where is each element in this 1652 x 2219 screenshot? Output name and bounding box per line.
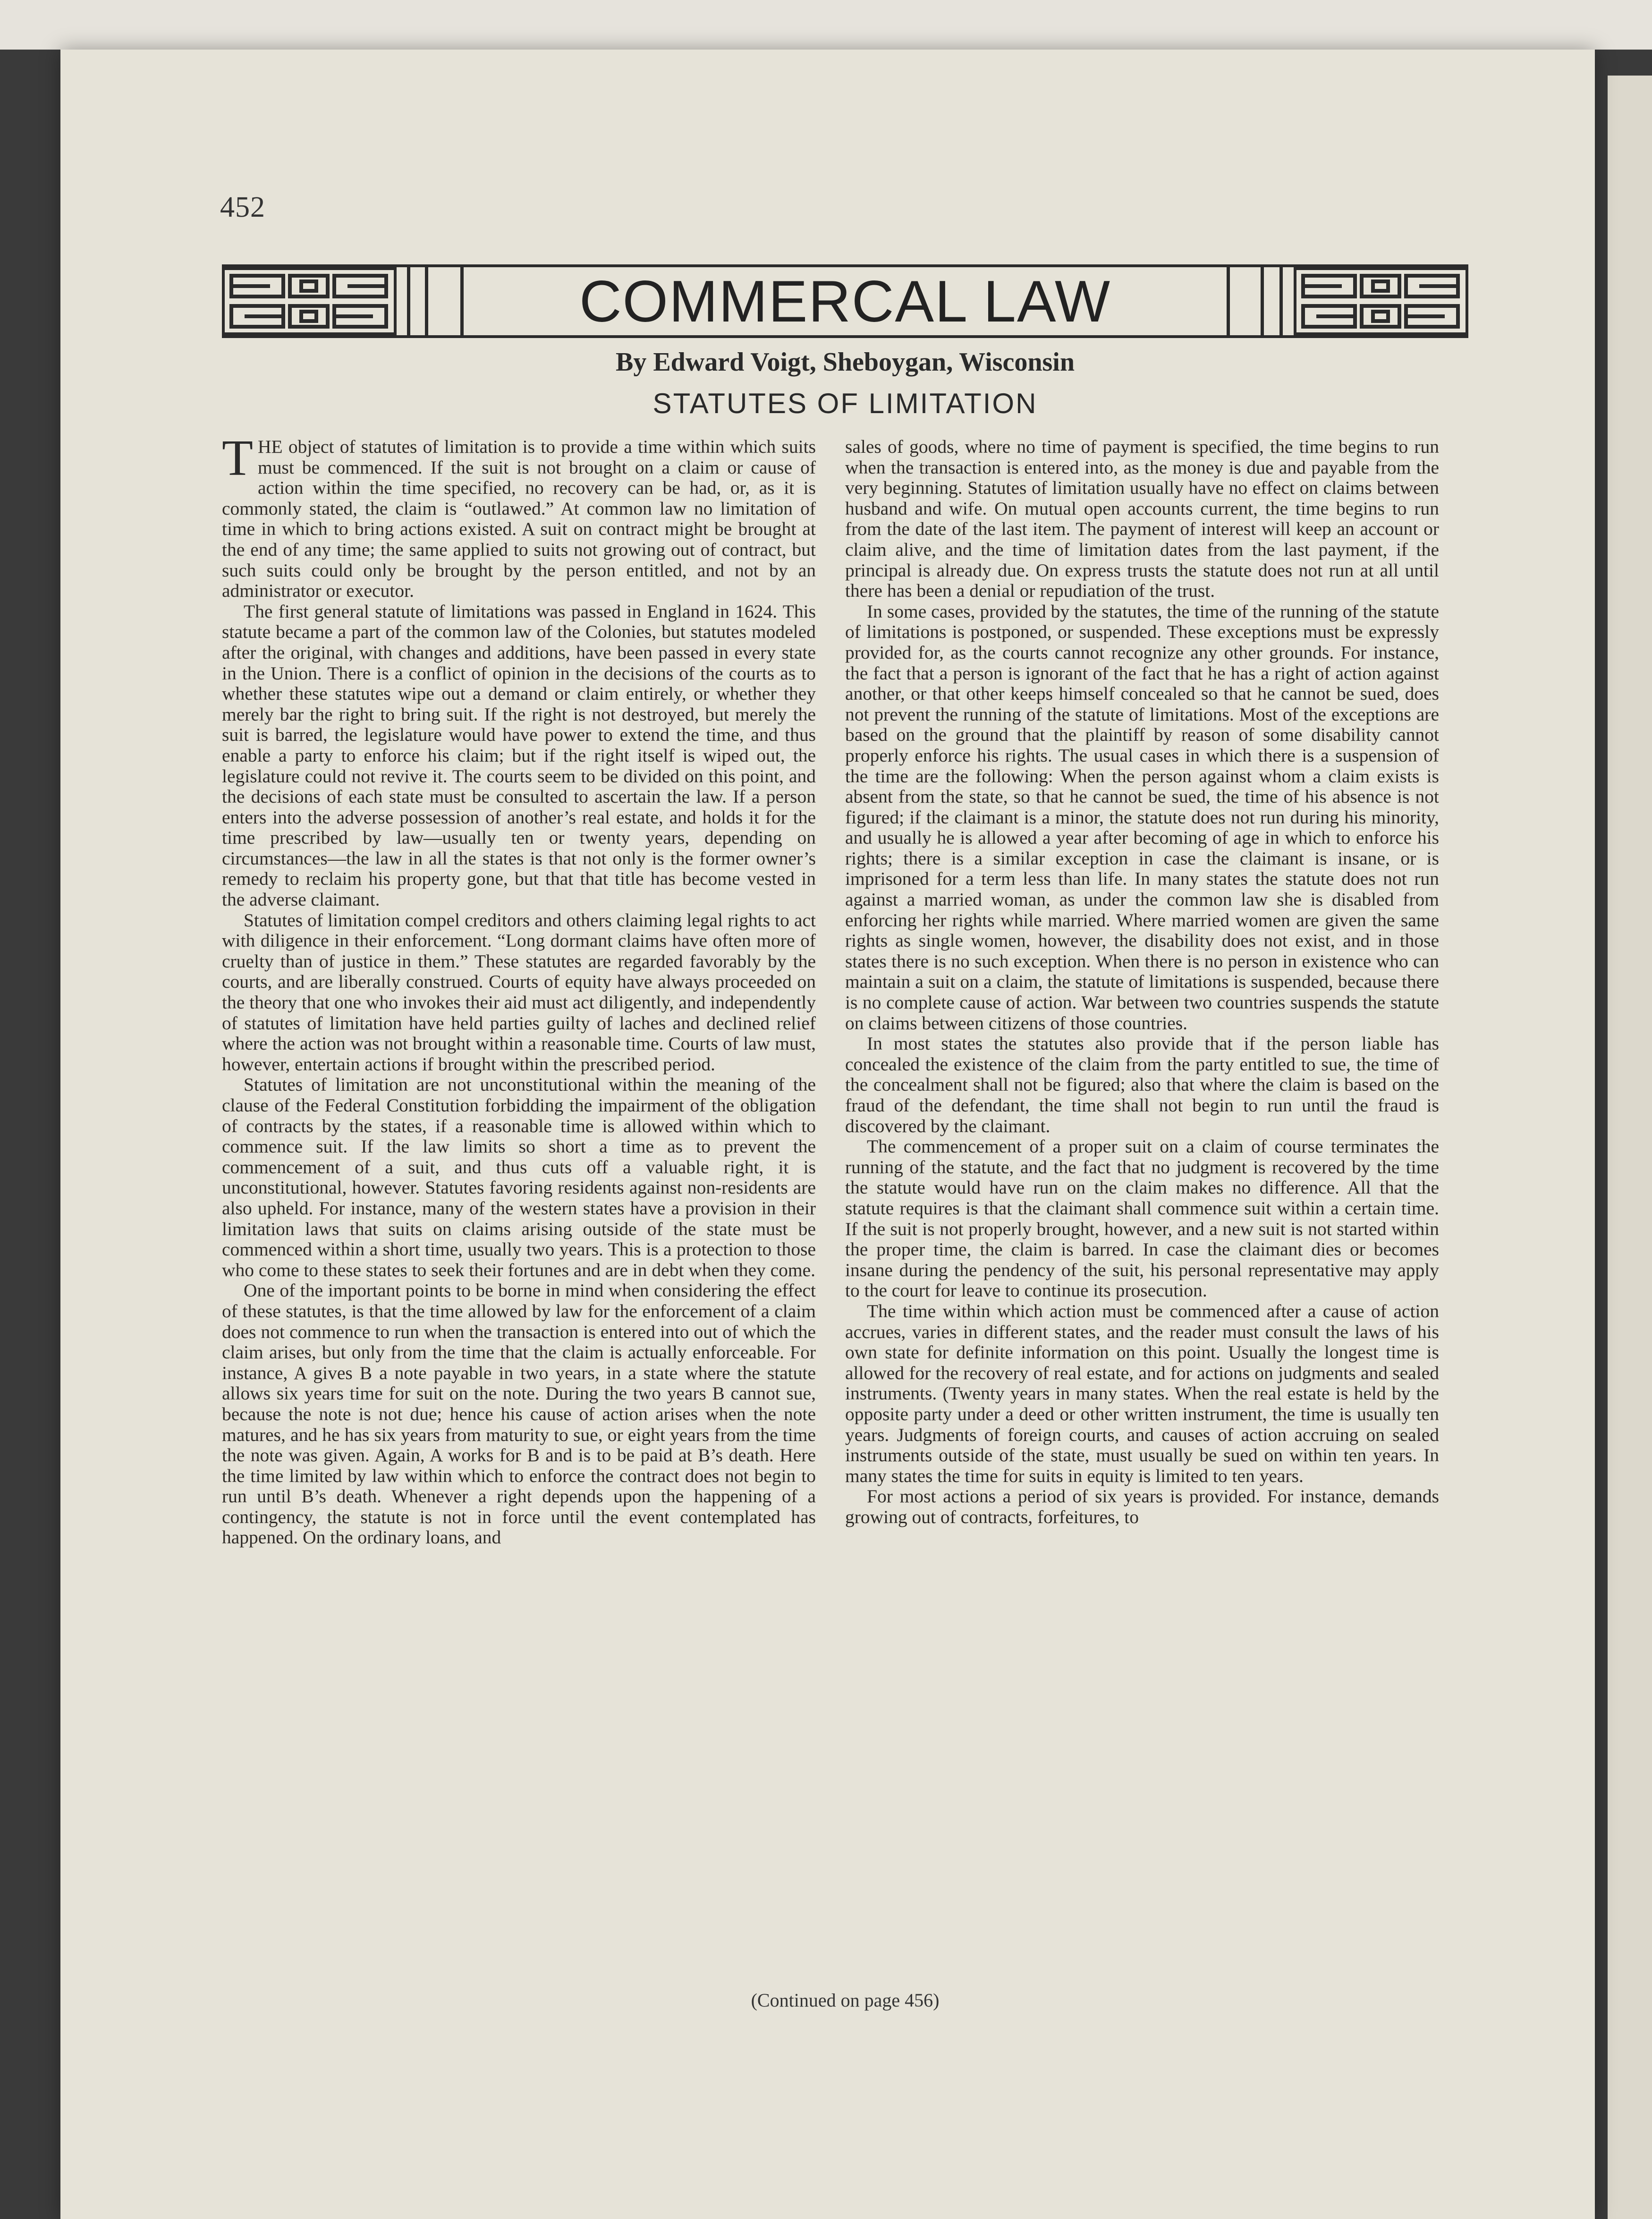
byline: By Edward Voigt, Sheboygan, Wisconsin	[615, 347, 1075, 377]
paragraph: The first general statute of limitations was passed in England in 1624. This statute became a part of the common law of the Colonies, but statutes modeled after the original, with changes and additions, have been passed in every state in the Union. There is a conflict of opinion in the decisions of the courts as to whether these statutes wipe out a demand or claim entirely, or whether they merely bar the right to bring suit. If the right is not destroyed, but merely the suit is barred, the legislature would have power to extend the time, and thus enable a party to enforce his claim; but if the right itself is wiped out, the legislature could not revive it. The courts seem to be divided on this point, and the decisions of each state must be consulted to ascertain the law. If a person enters into the adverse possession of another’s real estate, and holds it for the time prescribed by law—usually ten or twenty years, depending on circumstances—the law in all the states is that not only is the former owner’s remedy to reclaim his property gone, but that that title has become vested in the adverse claimant.	[222, 601, 816, 910]
header-divider	[425, 267, 428, 335]
paragraph: sales of goods, where no time of payment is specified, the time begins to run when the transaction is entered into, as the money is due and payable from the very beginning. Statutes of limitation usually have no effect on claims between husband and wife. On mutual open accounts current, the time begins to run from the date of the last item. The payment of interest will keep an account or claim alive, and the time of limitation dates from the last payment, if the principal is already due. On express trusts the statute does not run at all until there has been a denial or repudiation of the trust.	[845, 436, 1439, 601]
greek-key-ornament-right	[1294, 267, 1468, 335]
continued-note: (Continued on page 456)	[751, 1990, 940, 2011]
paragraph: In some cases, provided by the statutes, the time of the running of the statute of limitations is postponed, or suspended. These exceptions must be expressly provided for, as the courts cannot recognize any other grounds. For instance, the fact that a person is ignorant of the fact that he has a right of action against another, or that other keeps himself concealed so that he cannot be sued, does not prevent the running of the statute of limitations. Most of the exceptions are based on the ground that the plaintiff by reason of some disability cannot properly enforce his rights. The usual cases in which there is a suspension of the time are the following: When the person against whom a claim exists is absent from the state, so that he cannot be sued, the time of his absence is not figured; if the claimant is a minor, the statute does not run during his minority, and usually he is allowed a year after becoming of age in which to enforce his rights; there is a similar exception in case the claimant is insane, or is imprisoned for a term less than life. In many states the statute does not run against a married woman, as under the common law she is disabled from enforcing her rights while married. Where married women are given the same rights as single women, however, the disability does not exist, and in those states there is no such exception. When there is no person in existence who can maintain a suit on a claim, the statute of limitations is suspended, because there is no complete cause of action. War between two countries suspends the statute on claims between citizens of those countries.	[845, 601, 1439, 1033]
header-rule-bottom	[222, 335, 1468, 338]
header-divider	[460, 267, 464, 335]
paragraph: The time within which action must be commenced after a cause of action accrues, varies in different states, and the reader must consult the laws of his own state for definite information on this point. Usually the longest time is allowed for the recovery of real estate, and for actions on judgments and sealed instruments. (Twenty years in many states. When the real estate is held by the opposite party under a deed or other written instrument, the time is usually ten years. Judgments of foreign courts, and causes of action accruing on sealed instruments outside of the state, must usually be sued on within ten years. In many states the time for suits in equity is limited to ten years.	[845, 1300, 1439, 1486]
paragraph: In most states the statutes also provide that if the person liable has concealed the existence of the claim from the party entitled to sue, the time of the concealment shall not be figured; also that where the claim is based on the fraud of the defendant, the time shall not begin to run until the fraud is discovered by the claimant.	[845, 1033, 1439, 1136]
paragraph: One of the important points to be borne in mind when considering the effect of these statutes, is that the time allowed by law for the enforcement of a claim does not commence to run when the transaction is entered into out of which the claim arises, but only from the time that the claim is actually enforceable. For instance, A gives B a note payable in two years, in a state where the statute allows six years time for suit on the note. During the two years B cannot sue, because the note is not due; hence his cause of action arises when the note matures, and he has six years from maturity to sue, or eight years from the time the note was given. Again, A works for B and is to be paid at B’s death. Here the time limited by law within which to enforce the contract does not begin to run until B’s death. Whenever a right depends upon the happening of a contingency, the statute is not in force until the event contemplated has happened. On the ordinary loans, and	[222, 1280, 816, 1548]
right-column	[845, 437, 1439, 1527]
paragraph-text: HE object of statutes of limitation is to provide a time within which suits must be commenced. If the suit is not brought on a claim or cause of action within the time specified, no recovery can be had, or, as it is commonly stated, the claim is “outlawed.” At common law no limitation of time in which to bring actions existed. A suit on contract might be brought at the end of any time; the same applied to suits not growing out of contract, but such suits could only be brought by the person entitled, and not by an administrator or executor.	[222, 436, 816, 601]
greek-key-ornament-left	[222, 267, 397, 335]
section-header	[222, 264, 1468, 339]
paragraph	[222, 430, 816, 601]
paragraph: Statutes of limitation compel creditors and others claiming legal rights to act with diligence in their enforcement. “Long dormant claims have often more of cruelty than of justice in them.” These statutes are regarded favorably by the courts, and are liberally construed. Courts of equity have always proceeded on the theory that one who invokes their aid must act diligently, and independently of statutes of limitation have held parties guilty of laches and declined relief where the action was not brought within a reasonable time. Courts of law must, however, entertain actions if brought within the prescribed period.	[222, 909, 816, 1075]
section-title: COMMERCAL LAW	[579, 269, 1111, 334]
drop-cap: T	[222, 430, 253, 486]
header-divider	[1279, 267, 1283, 335]
paragraph: Statutes of limitation are not unconstitutional within the meaning of the clause of the Federal Constitution forbidding the impairment of the obligation of contracts by the states, if a reasonable time is allowed within which to commence suit. If the law limits so short a time as to prevent the commencement of a suit, and thus cuts off a valuable right, it is unconstitutional, however. Statutes favoring residents against non-residents are also upheld. For instance, many of the western states have a provision in their limitation laws that suits on claims arising outside of the state must be commenced within a short time, usually two years. This is a protection to those who come to these states to seek their fortunes and are in debt when they come.	[222, 1074, 816, 1280]
header-divider	[1227, 267, 1230, 335]
scan-background	[0, 0, 1652, 50]
header-divider	[407, 267, 410, 335]
header-divider	[1261, 267, 1264, 335]
paragraph: The commencement of a proper suit on a claim of course terminates the running of the statute, and the fact that no judgment is recovered by the time the statute would have run on the claim makes no difference. All that the statute requires is that the claimant shall commence suit within a certain time. If the suit is not properly brought, however, and a new suit is not started within the proper time, the claim is barred. In case the claimant dies or becomes insane during the pendency of the suit, his personal representative may apply to the court for leave to continue its prosecution.	[845, 1136, 1439, 1301]
article-title: STATUTES OF LIMITATION	[652, 388, 1038, 419]
page-number: 452	[220, 191, 265, 223]
paragraph: For most actions a period of six years is provided. For instance, demands growing out of contracts, forfeitures, to	[845, 1486, 1439, 1527]
left-column	[222, 430, 816, 1548]
adjacent-page-edge	[1608, 76, 1652, 2219]
